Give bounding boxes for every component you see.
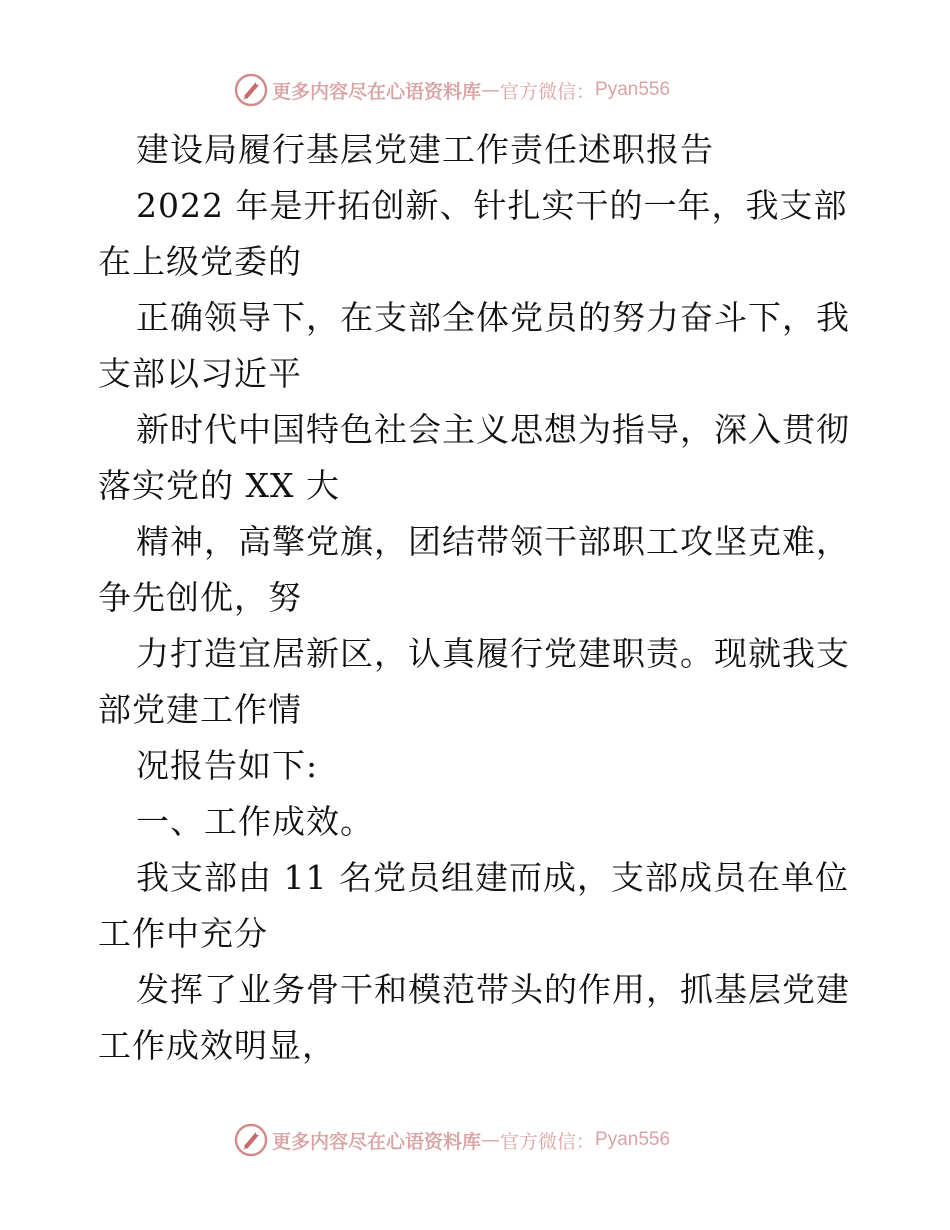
footer-watermark <box>234 1123 670 1157</box>
watermark-contact-id: Pyan556 <box>595 1129 671 1150</box>
watermark-brand-text: 更多内容尽在心语资料库 <box>272 80 482 103</box>
watermark-contact-id: Pyan556 <box>595 79 671 100</box>
watermark-contact-label: 官方微信： <box>500 1130 596 1153</box>
text-line: 况报告如下: <box>136 746 319 785</box>
text-line: 争先创优，努 <box>98 578 302 617</box>
document-title: 建设局履行基层党建工作责任述职报告 <box>136 130 714 169</box>
text-line: 新时代中国特色社会主义思想为指导，深入贯彻 <box>136 410 850 449</box>
text-line: 支部以习近平 <box>98 354 302 393</box>
brand-logo-icon <box>234 1123 268 1157</box>
section-heading: 一、工作成效。 <box>136 802 374 841</box>
brand-logo-icon <box>234 73 268 107</box>
text-line: 工作中充分 <box>98 914 268 953</box>
header-watermark <box>234 73 670 107</box>
watermark-separator: — <box>481 79 501 101</box>
document-body <box>98 122 850 1074</box>
text-line: 部党建工作情 <box>98 690 302 729</box>
watermark-contact-label: 官方微信： <box>500 80 596 103</box>
text-line: 正确领导下，在支部全体党员的努力奋斗下，我 <box>136 298 850 337</box>
text-line: 力打造宜居新区，认真履行党建职责。现就我支 <box>136 634 850 673</box>
text-line: 工作成效明显， <box>98 1026 336 1065</box>
text-line: 我支部由 11 名党员组建而成，支部成员在单位 <box>136 858 849 897</box>
watermark-separator: — <box>481 1129 501 1151</box>
text-line: 精神，高擎党旗，团结带领干部职工攻坚克难， <box>136 522 850 561</box>
text-line: 落实党的 XX 大 <box>98 466 340 505</box>
text-line: 在上级党委的 <box>98 242 302 281</box>
text-line: 2022 年是开拓创新、针扎实干的一年，我支部 <box>136 186 848 225</box>
watermark-brand-text: 更多内容尽在心语资料库 <box>272 1130 482 1153</box>
text-line: 发挥了业务骨干和模范带头的作用，抓基层党建 <box>136 970 850 1009</box>
